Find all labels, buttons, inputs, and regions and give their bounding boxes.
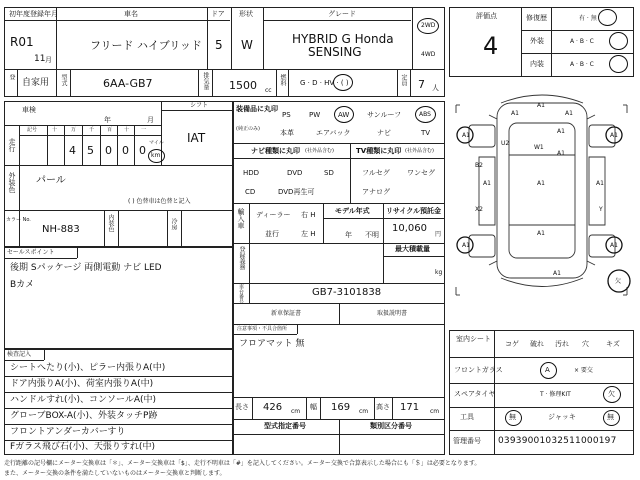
diagram-mark: A1 (610, 242, 618, 249)
tv-sub-label: (社外品含む) (405, 148, 434, 154)
equipment-item: AW (338, 111, 350, 119)
inspection-year-unit: 年 (104, 116, 111, 124)
diagram-mark: A1 (511, 110, 519, 117)
doors: 5 (215, 38, 223, 52)
exterior-label: 外装色 (8, 172, 16, 193)
shape: W (241, 38, 253, 52)
height-value: 171 (400, 402, 420, 413)
equipment-item: PS (282, 111, 291, 119)
diagram-mark: U2 (501, 140, 510, 147)
sales-points-line2: Bカメ (10, 280, 35, 290)
seat-item: キズ (606, 340, 620, 348)
chassis-value: GB7-3101838 (312, 287, 382, 298)
seat-item: 穴 (582, 340, 589, 348)
diagram-mark: A1 (557, 128, 565, 135)
capacity-value: 7 (418, 78, 425, 91)
navi-item: CD (245, 188, 256, 196)
reg-month: 11 (34, 54, 46, 64)
diagram-mark: 欠 (615, 278, 622, 285)
mileage-unit-km: km (151, 152, 161, 159)
model-year-year: 年 (345, 231, 352, 239)
equipment-item: エアバック (316, 129, 351, 137)
diagram-mark: X2 (475, 206, 483, 213)
mileage-header: 百 (107, 127, 113, 133)
model-label: 型式 (60, 74, 67, 86)
interior-color-label: 内装色 (107, 214, 114, 232)
color-no-label: カラー No. (6, 217, 31, 223)
diagram-mark: Y (599, 206, 603, 213)
inspector-note-line: ハンドルすれ(小)、コンソールA(中) (10, 395, 157, 405)
model-designation-label: 型式指定番号 (264, 422, 306, 430)
tv-label: TV種類に丸印 (356, 147, 402, 155)
spare-tire-options: T · 修理KIT (540, 391, 571, 398)
door-label: ドア (211, 10, 225, 18)
length-unit: cm (291, 408, 301, 415)
mileage-column-divider (47, 125, 48, 165)
tv-item: ワンセグ (407, 169, 435, 177)
navi-item: DVD再生可 (278, 188, 315, 196)
footnote-line2: また、メーター交換の条件を満たしていないものはメーター交換車と判断します。 (4, 470, 226, 477)
mileage-header: 万 (71, 127, 77, 133)
model-value: 6AA-GB7 (103, 77, 153, 90)
mileage-header: 十 (124, 127, 130, 133)
tools-selected: 無 (509, 413, 516, 421)
exterior-grade-circle (609, 32, 628, 50)
navi-sub-label: (社外品含む) (305, 148, 334, 154)
tools-label: 工具 (460, 413, 474, 421)
mileage-header: 千 (89, 127, 95, 133)
drive-2wd: 2WD (421, 22, 436, 29)
equipment-item: PW (309, 111, 321, 119)
shift-value: IAT (187, 131, 206, 145)
width-unit: cm (359, 408, 369, 415)
mileage-column-divider (82, 125, 83, 165)
repair-options: 有 · 無 (579, 15, 597, 22)
mileage-unit-mile: マイル (149, 140, 164, 146)
exterior-color: パール (36, 175, 66, 186)
seat-item: コゲ (505, 340, 519, 348)
width-label: 幅 (310, 403, 317, 411)
chassis-label: 車台番号 (238, 284, 244, 304)
diagram-mark: A1 (537, 230, 545, 237)
mileage-digit: 0 (122, 144, 129, 157)
reg-month-unit: 月 (45, 56, 52, 64)
capacity-unit: 人 (432, 84, 439, 92)
interior-grade-circle (609, 55, 628, 73)
car-diagram (449, 85, 634, 325)
mileage-label: 走行 (8, 138, 16, 152)
registration-label: 登録義務 (238, 246, 245, 270)
diagram-mark: A1 (483, 180, 491, 187)
model-year-unknown: 不明 (365, 231, 379, 239)
use-type: 自家用 (22, 78, 50, 88)
sales-points-line1: 後期 Sパッケージ 両側電動 ナビ LED (10, 263, 162, 273)
notes-value: フロアマット 無 (239, 339, 305, 349)
spare-tire-label: スペアタイヤ (454, 390, 496, 398)
height-label: 高さ (376, 403, 390, 411)
tv-item: アナログ (362, 188, 390, 196)
equipment-item: サンルーフ (367, 111, 402, 119)
mileage-digit: 0 (105, 144, 112, 157)
navi-item: HDD (243, 169, 260, 177)
displacement-value: 1500 (229, 79, 257, 92)
navi-label: ナビ種類に丸印 (251, 147, 300, 155)
seat-item: 汚れ (555, 340, 569, 348)
jack-selected: 無 (607, 413, 614, 421)
interior-grade-label: 内装 (530, 60, 544, 68)
repair-circle (598, 9, 617, 26)
mileage-digit: 4 (69, 144, 76, 157)
mileage-digit: 5 (87, 144, 94, 157)
management-value: 0393900103251100​0197 (498, 436, 617, 446)
inspector-note-line: グローブBOX-A(小)、外装タッチP跡 (10, 411, 158, 421)
footnote-line1: 走行距離の記号欄にメーター交換車は「＊」、メーター交換車は「$」、走行不明車は「#」を記入してください。メーター交換で合算表示した場合にも「＄」は必要となります。 (4, 460, 481, 467)
exterior-grade-label: 外装 (530, 37, 544, 45)
diagram-mark: A1 (565, 110, 573, 117)
mileage-header: 十 (52, 127, 58, 133)
mileage-column-divider (100, 125, 101, 165)
grade-label: グレード (328, 10, 356, 18)
fuel-selected-circle (333, 74, 353, 91)
height-unit: cm (430, 408, 440, 415)
import-parallel: 並行 (265, 230, 279, 238)
reg-era: R01 (10, 35, 34, 49)
inspector-note-line: フロントアンダーカバーすり (10, 427, 126, 437)
import-label: 輸入車 (237, 208, 245, 229)
new-car-warranty: 新車保証書 (271, 310, 302, 317)
diagram-mark: A1 (537, 102, 545, 109)
recycle-unit: 円 (435, 231, 442, 238)
shape-label: 形状 (239, 10, 253, 18)
drive-4wd: 4WD (421, 51, 436, 58)
width-value: 169 (331, 402, 351, 413)
equipment-item: 本革 (280, 129, 294, 137)
jack-label: ジャッキ (548, 413, 576, 421)
max-load-label: 最大積載量 (395, 245, 430, 253)
color-no-value: NH-883 (42, 224, 80, 235)
notes-label: 注意事項・不具合箇所 (237, 326, 288, 332)
displacement-label: 排気量 (202, 72, 209, 90)
diagram-mark: A1 (553, 270, 561, 277)
spare-tire-selected: 欠 (608, 390, 615, 398)
equipment-label: 装備品に丸印 (236, 105, 278, 113)
equipment-sub-label: (純正のみ) (236, 126, 260, 132)
rating-label: 評価点 (476, 12, 497, 20)
capacity-label: 定員 (400, 74, 407, 86)
car-name-label: 車名 (124, 10, 138, 18)
fuel-options: G · D · HV · ( ) (300, 79, 349, 87)
shift-label: シフト (190, 102, 209, 109)
displacement-unit: cc (265, 87, 272, 94)
diagram-mark: A1 (462, 132, 470, 139)
equipment-item: TV (421, 129, 431, 137)
reg-date-label: 初年度登録年月 (9, 10, 58, 18)
category-label: 類別区分番号 (370, 422, 412, 430)
diagram-mark: A1 (596, 180, 604, 187)
inspection-label: 車検 (22, 106, 36, 114)
mileage-column-divider (134, 125, 135, 165)
car-name: フリード ハイブリッド (90, 39, 202, 52)
aircon-label: 冷房 (170, 218, 177, 230)
rating-score: 4 (483, 32, 499, 60)
tv-item: フルセグ (362, 169, 390, 177)
inspector-note-line: ドア内張りA(小)、荷室内張りA(中) (10, 379, 154, 389)
front-glass-selected: A (545, 366, 550, 374)
import-left-handle: 左 H (301, 230, 316, 238)
exterior-grades: A · B · C (570, 38, 594, 45)
seat-label: 室内シート (456, 335, 491, 343)
diagram-mark: A1 (537, 180, 545, 187)
inspector-note-line: Fガラス飛び石(小)、天張りすれ(中) (10, 442, 155, 452)
management-label: 管理番号 (453, 437, 481, 445)
length-value: 426 (263, 402, 283, 413)
car-diagram-svg (449, 85, 634, 325)
diagram-mark: A1 (557, 150, 565, 157)
inspector-notes-label: 検査記入 (7, 351, 32, 358)
import-dealer: ディーラー (256, 211, 291, 219)
grade-line1: HYBRID G Honda (292, 32, 394, 46)
recycle-label: リサイクル預託金 (386, 207, 442, 215)
inspector-note-line: シートへたり(小)、ピラー内張りA(中) (10, 363, 166, 373)
front-glass-other: × 要交 (574, 367, 593, 374)
mileage-digit: 0 (139, 144, 146, 157)
model-year-label: モデル年式 (335, 207, 370, 215)
diagram-mark: B2 (475, 162, 483, 169)
manual: 取扱説明書 (377, 310, 408, 317)
equipment-item: ABS (419, 111, 431, 118)
exterior-note: ( ) 色替車は色替と記入 (128, 198, 191, 205)
navi-item: DVD (287, 169, 303, 177)
length-label: 長さ (235, 403, 249, 411)
interior-grades: A · B · C (570, 61, 594, 68)
sales-points-label: セールスポイント (7, 249, 55, 256)
front-glass-label: フロントガラス (454, 366, 503, 374)
import-right-handle: 右 H (301, 211, 316, 219)
use-type-marker: 登 (8, 74, 15, 80)
recycle-value: 10,060 (392, 223, 427, 234)
fuel-label: 燃料 (279, 74, 286, 86)
mileage-column-divider (64, 125, 65, 165)
seat-item: 破れ (530, 340, 544, 348)
equipment-item: ナビ (377, 129, 391, 137)
diagram-mark: A1 (462, 242, 470, 249)
max-load-unit: kg (435, 269, 443, 276)
inspection-month-unit: 月 (147, 116, 154, 124)
grade-line2: SENSING (308, 45, 362, 59)
mileage-column-divider (117, 125, 118, 165)
mileage-header: 一 (141, 127, 147, 133)
mileage-header: 記号 (27, 127, 38, 133)
diagram-mark: W1 (534, 144, 544, 151)
diagram-mark: A1 (610, 132, 618, 139)
repair-label: 修復歴 (526, 14, 547, 22)
navi-item: SD (324, 169, 334, 177)
